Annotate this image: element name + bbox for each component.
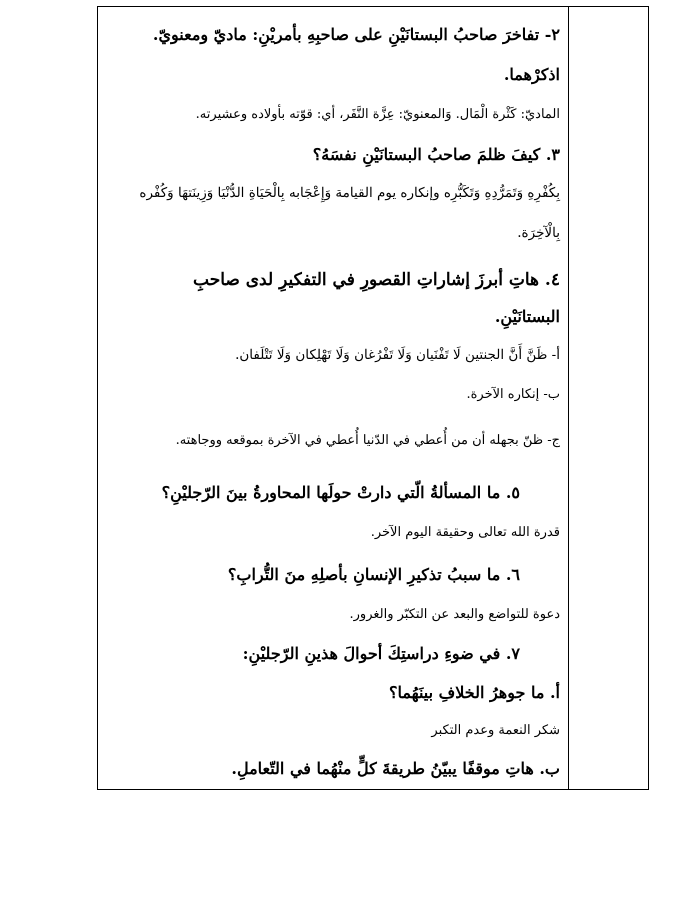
- question-7: ٧. في ضوءِ دراستِكَ أحوالَ هذينِ الرّجليْنِ:: [242, 644, 520, 663]
- question-2-line-2: اذكرْهما.: [503, 65, 560, 84]
- question-answer-cell: [98, 7, 570, 789]
- question-7-b: ب. هاتِ موقفًا يبيّنُ طريقةَ كلٍّ منْهُما في التّعاملِ.: [231, 759, 560, 778]
- question-5: ٥. ما المسألةُ الّتي دارتْ حولَها المحاورةُ بينَ الرّجليْنِ؟: [161, 483, 520, 502]
- answer-3-line-1: بِكُفْرِهِ وَتَمَرُّدِهِ وَتَكَبُّرِه وإنكاره يوم القيامة وَإِعْجَابه بِالْحَيَاةِ الدُّنْيَا وَزِينَتهَا وَكُفْره: [139, 185, 560, 201]
- answer-4-a: أ- ظَنَّ أَنَّ الجنتين لَا تَفْنَيان وَلَا تَفْرُغان وَلَا تَهْلِكان وَلَا تَتْلَفان.: [235, 347, 560, 363]
- side-column: [568, 7, 648, 789]
- question-4-line-1: ٤. هاتِ أبرزَ إشاراتِ القصورِ في التفكيرِ لدى صاحبِ: [193, 270, 560, 290]
- question-2-line-1: ٢- تفاخرَ صاحبُ البستانَيْنِ على صاحبِهِ بأمريْنِ: ماديّ ومعنويّ.: [152, 25, 560, 44]
- answer-3-line-2: بِالْآخِرَة.: [517, 225, 560, 241]
- answer-2: الماديّ: كَثْرة الْمَال. وَالمعنويّ: عِزَّة النَّفَر، أي: قوّته بأولاده وعشيرته.: [195, 107, 560, 122]
- answer-5: قدرة الله تعالى وحقيقة اليوم الآخر.: [370, 525, 560, 540]
- question-6: ٦. ما سببُ تذكيرِ الإنسانِ بأصلِهِ منَ التُّرابِ؟: [227, 565, 520, 584]
- answer-4-b: ب- إنكاره الآخرة.: [466, 387, 560, 402]
- question-7-a: أ. ما جوهرُ الخلافِ بينَهُما؟: [388, 683, 560, 702]
- answer-7-a: شكر النعمة وعدم التكبر: [431, 723, 560, 738]
- answer-6: دعوة للتواضع والبعد عن التكبّر والغرور.: [349, 607, 560, 622]
- question-3: ٣. كيفَ ظلمَ صاحبُ البستانَيْنِ نفسَهُ؟: [312, 145, 560, 164]
- answer-4-c: ج- ظنّ بجهله أن من أُعطي في الدّنيا أُعطي في الآخرة بموقعه ووجاهته.: [175, 433, 560, 448]
- table-frame: [97, 6, 649, 790]
- question-4-line-2: البستانَيْنِ.: [494, 307, 560, 326]
